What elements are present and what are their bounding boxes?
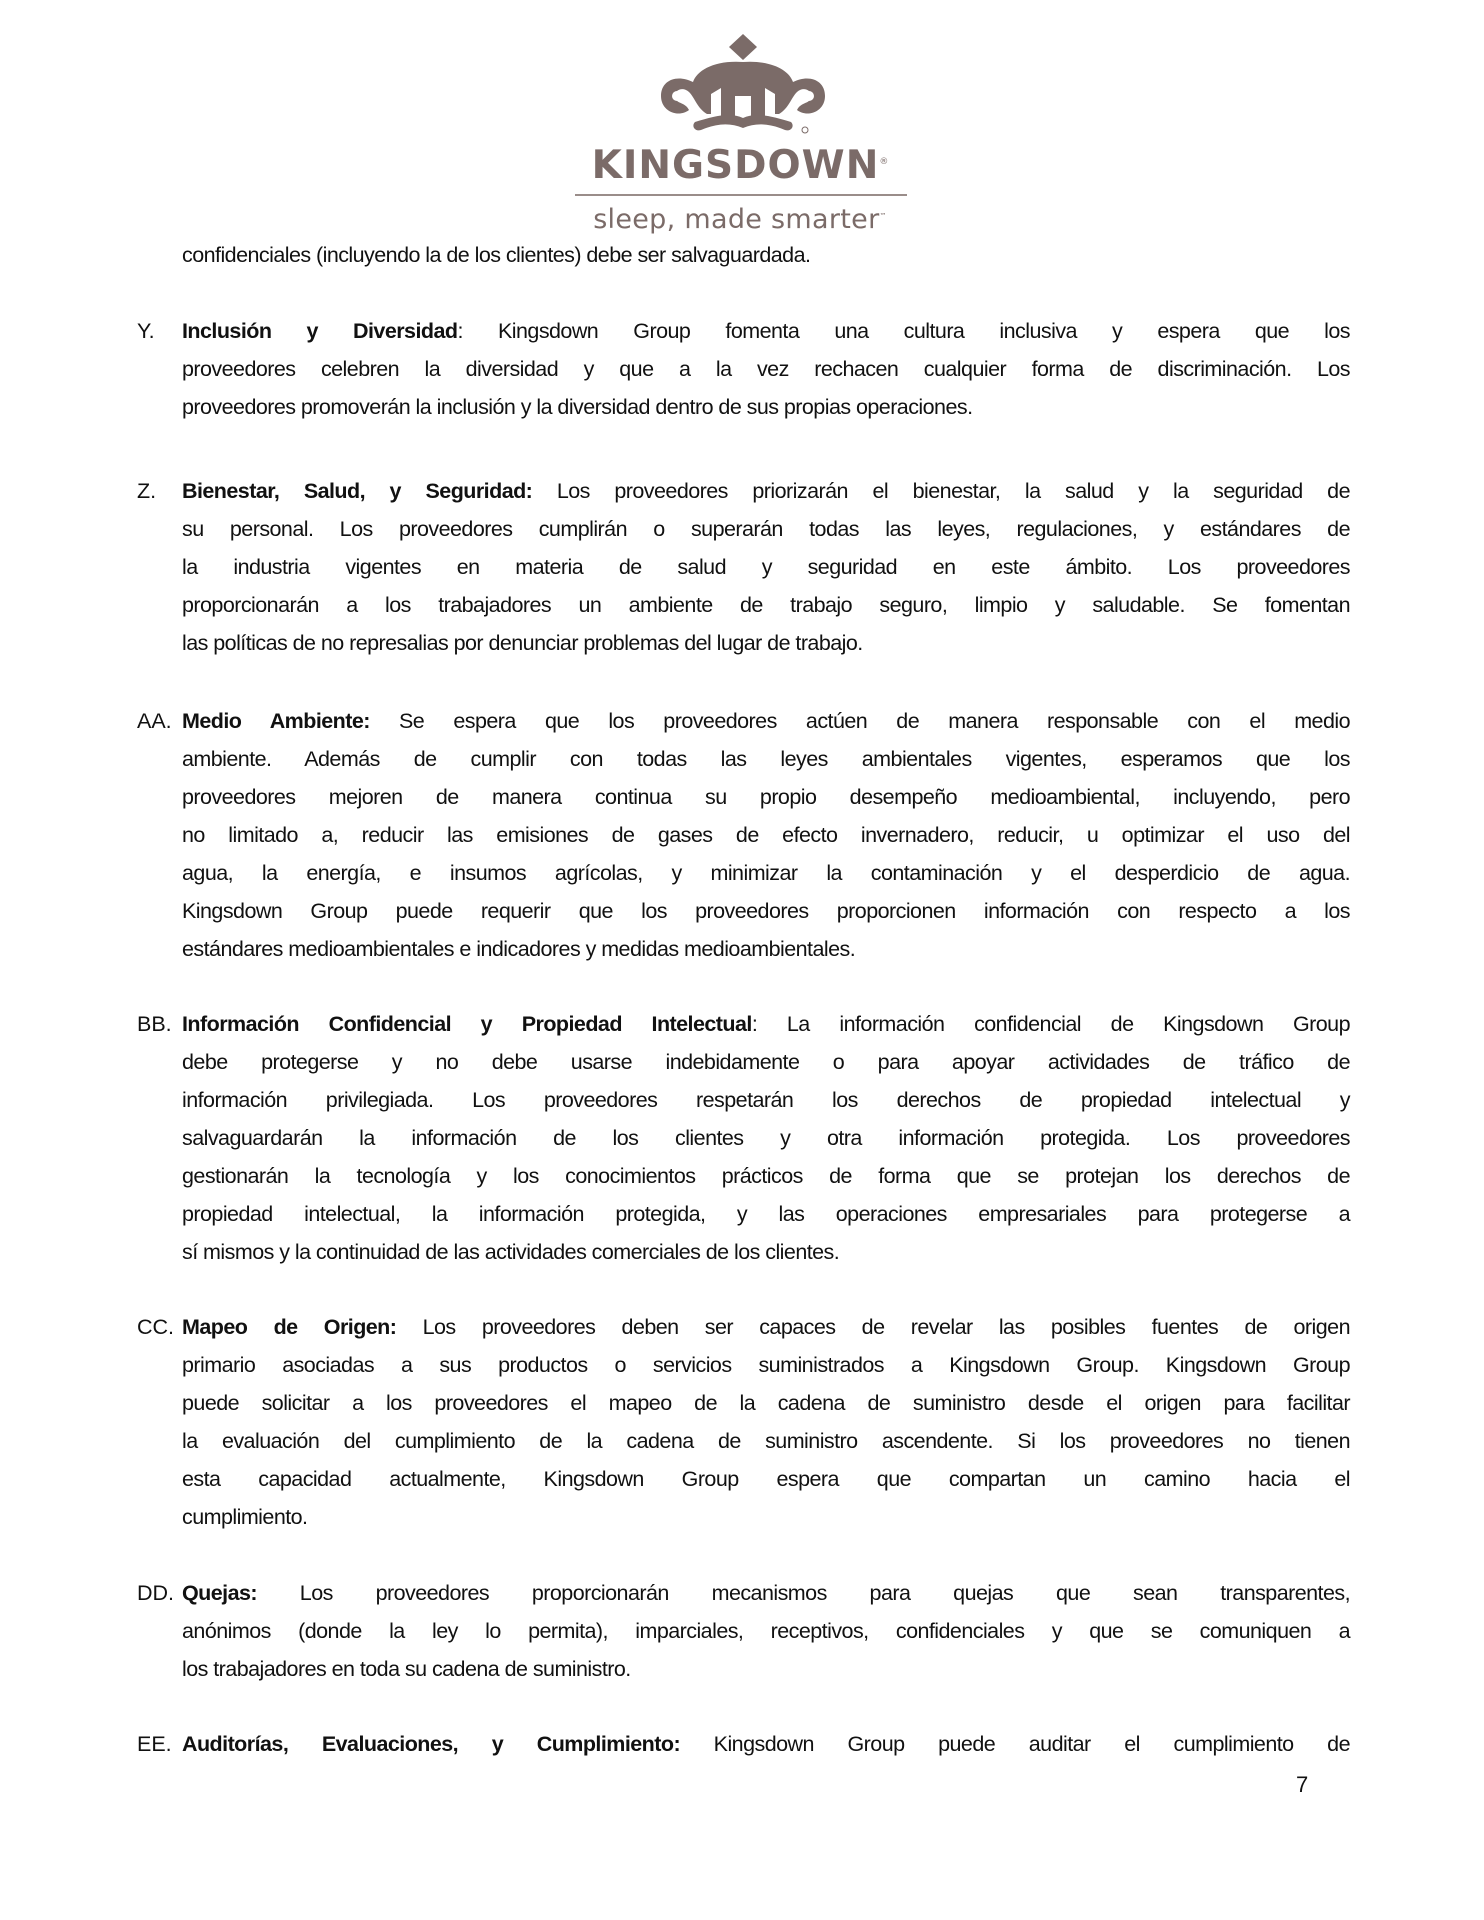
text-line: proveedores celebren la diversidad y que a la vez rechacen cualquier forma de discriminación. Los bbox=[182, 357, 1350, 381]
section-first-line: Bienestar, Salud, y Seguridad: Los proveedores priorizarán el bienestar, la salud y la seguridad de bbox=[182, 479, 1350, 503]
text-line: confidenciales (incluyendo la de los clientes) debe ser salvaguardada. bbox=[182, 243, 811, 267]
section-label: Z. bbox=[137, 479, 157, 503]
text-line: la industria vigentes en materia de salud y seguridad en este ámbito. Los proveedores bbox=[182, 555, 1350, 579]
section-title: Inclusión y Diversidad bbox=[182, 319, 458, 343]
section-label: BB. bbox=[137, 1012, 172, 1036]
section-label: EE. bbox=[137, 1732, 172, 1756]
section-label: DD. bbox=[137, 1581, 175, 1605]
text-line: la evaluación del cumplimiento de la cadena de suministro ascendente. Si los proveedores no tienen bbox=[182, 1429, 1350, 1453]
registered-mark: ® bbox=[879, 157, 889, 167]
text-line: las políticas de no represalias por denunciar problemas del lugar de trabajo. bbox=[182, 631, 863, 655]
section-aa bbox=[137, 702, 1350, 968]
section-ee bbox=[137, 1725, 1350, 1763]
section-title: Quejas: bbox=[182, 1581, 258, 1605]
text-line: cumplimiento. bbox=[182, 1505, 308, 1529]
brand-tagline: sleep, made smarter™ bbox=[593, 204, 887, 235]
kingsdown-logo bbox=[565, 30, 915, 240]
text-line: ambiente. Además de cumplir con todas las leyes ambientales vigentes, esperamos que los bbox=[182, 747, 1350, 771]
text-line: propiedad intelectual, la información protegida, y las operaciones empresariales para protegerse a bbox=[182, 1202, 1350, 1226]
text-line: esta capacidad actualmente, Kingsdown Group espera que compartan un camino hacia el bbox=[182, 1467, 1350, 1491]
section-label: AA. bbox=[137, 709, 172, 733]
text-line: los trabajadores en toda su cadena de suministro. bbox=[182, 1657, 631, 1681]
section-title: Auditorías, Evaluaciones, y Cumplimiento: bbox=[182, 1732, 681, 1756]
section-label: CC. bbox=[137, 1315, 175, 1339]
section-first-line: Mapeo de Origen: Los proveedores deben ser capaces de revelar las posibles fuentes de origen bbox=[182, 1315, 1350, 1339]
section-first-line: Medio Ambiente: Se espera que los proveedores actúen de manera responsable con el medio bbox=[182, 709, 1350, 733]
text-line: proveedores promoverán la inclusión y la diversidad dentro de sus propias operaciones. bbox=[182, 395, 973, 419]
crown-icon bbox=[565, 30, 915, 140]
section-bb bbox=[137, 1005, 1350, 1271]
trademark-mark: ™ bbox=[879, 212, 887, 220]
text-line: anónimos (donde la ley lo permita), imparciales, receptivos, confidenciales y que se comuniquen a bbox=[182, 1619, 1350, 1643]
text-line: información privilegiada. Los proveedores respetarán los derechos de propiedad intelectual y bbox=[182, 1088, 1350, 1112]
text-line: debe protegerse y no debe usarse indebidamente o para apoyar actividades de tráfico de bbox=[182, 1050, 1350, 1074]
section-first-line: Auditorías, Evaluaciones, y Cumplimiento: Kingsdown Group puede auditar el cumplimiento de bbox=[182, 1732, 1350, 1756]
text-line: puede solicitar a los proveedores el mapeo de la cadena de suministro desde el origen para facilitar bbox=[182, 1391, 1350, 1415]
text-line: agua, la energía, e insumos agrícolas, y minimizar la contaminación y el desperdicio de agua. bbox=[182, 861, 1350, 885]
page-number: 7 bbox=[1296, 1772, 1309, 1797]
text-line: salvaguardarán la información de los clientes y otra información protegida. Los proveedores bbox=[182, 1126, 1350, 1150]
section-dd bbox=[137, 1574, 1350, 1688]
section-y bbox=[137, 312, 1351, 426]
continuation-paragraph bbox=[182, 236, 1350, 274]
text-line: su personal. Los proveedores cumplirán o superarán todas las leyes, regulaciones, y estándares de bbox=[182, 517, 1350, 541]
brand-divider bbox=[575, 194, 907, 196]
text-line: proporcionarán a los trabajadores un ambiente de trabajo seguro, limpio y saludable. Se fomentan bbox=[182, 593, 1350, 617]
text-line: no limitado a, reducir las emisiones de gases de efecto invernadero, reducir, u optimizar el uso del bbox=[182, 823, 1350, 847]
section-first-line: Inclusión y Diversidad: Kingsdown Group fomenta una cultura inclusiva y espera que los bbox=[182, 319, 1351, 343]
section-title: Bienestar, Salud, y Seguridad: bbox=[182, 479, 533, 503]
section-first-line: Quejas: Los proveedores proporcionarán mecanismos para quejas que sean transparentes, bbox=[182, 1581, 1350, 1605]
section-title: Medio Ambiente: bbox=[182, 709, 370, 733]
text-line: estándares medioambientales e indicadores y medidas medioambientales. bbox=[182, 937, 856, 961]
section-cc bbox=[137, 1308, 1350, 1536]
section-z bbox=[137, 472, 1350, 662]
section-title: Mapeo de Origen: bbox=[182, 1315, 397, 1339]
text-line: sí mismos y la continuidad de las actividades comerciales de los clientes. bbox=[182, 1240, 840, 1264]
text-line: proveedores mejoren de manera continua su propio desempeño medioambiental, incluyendo, pero bbox=[182, 785, 1350, 809]
document-body bbox=[0, 236, 1484, 1763]
section-label: Y. bbox=[137, 319, 155, 343]
brand-name: KINGSDOWN® bbox=[591, 143, 889, 188]
section-title: Información Confidencial y Propiedad Intelectual bbox=[182, 1012, 752, 1036]
text-line: gestionarán la tecnología y los conocimientos prácticos de forma que se protejan los derechos de bbox=[182, 1164, 1350, 1188]
text-line: primario asociadas a sus productos o servicios suministrados a Kingsdown Group. Kingsdown Group bbox=[182, 1353, 1350, 1377]
text-line: Kingsdown Group puede requerir que los proveedores proporcionen información con respecto a los bbox=[182, 899, 1350, 923]
section-first-line: Información Confidencial y Propiedad Intelectual: La información confidencial de Kingsdown Group bbox=[182, 1012, 1350, 1036]
